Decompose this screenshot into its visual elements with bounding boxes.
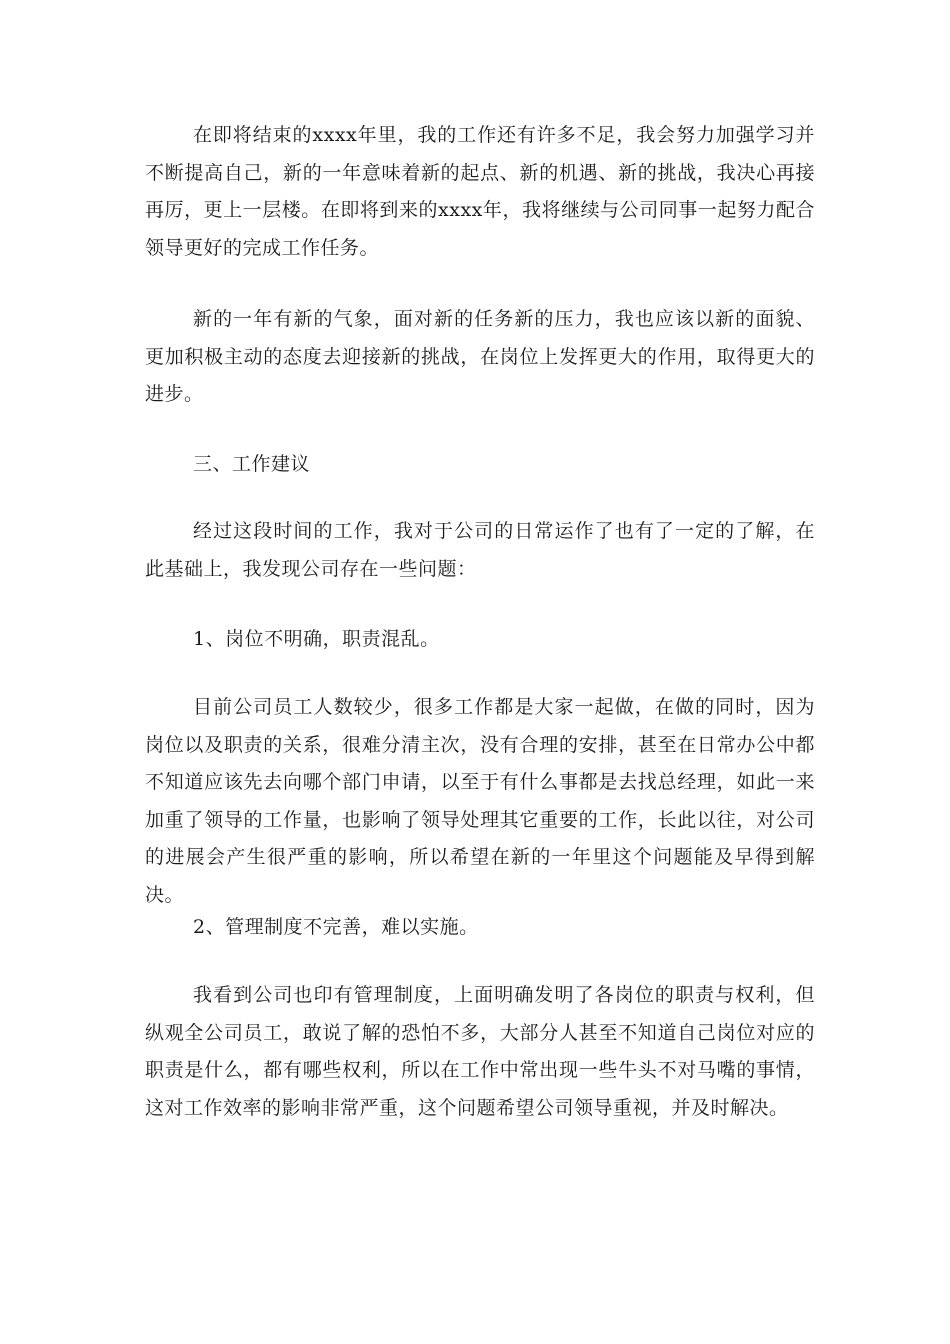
paragraph-new-year-outlook: 新的一年有新的气象，面对新的任务新的压力，我也应该以新的面貌、更加积极主动的态度去迎接新的挑战，在岗位上发挥更大的作用，取得更大的进步。: [145, 308, 815, 405]
paragraph-suggestions-intro: 经过这段时间的工作，我对于公司的日常运作了也有了一定的了解，在此基础上，我发现公司存在一些问题：: [145, 520, 815, 580]
section-heading-work-suggestions: 三、工作建议: [193, 453, 311, 475]
paragraph-issue-2-detail: 我看到公司也印有管理制度，上面明确发明了各岗位的职责与权利，但纵观全公司员工，敢说了解的恐怕不多，大部分人甚至不知道自己岗位对应的职责是什么，都有哪些权利，所以在工作中常出现一些牛头不对马嘴的事情，这对工作效率的影响非常严重，这个问题希望公司领导重视，并及时解决。: [145, 984, 815, 1119]
subheading-issue-1: 1、岗位不明确，职责混乱。: [193, 628, 440, 650]
paragraph-year-end-reflection: 在即将结束的xxxx年里，我的工作还有许多不足，我会努力加强学习并不断提高自己，新的一年意味着新的起点、新的机遇、新的挑战，我决心再接再厉，更上一层楼。在即将到来的xxxx年，我将继续与公司同事一起努力配合领导更好的完成工作任务。: [145, 124, 815, 259]
subheading-issue-2: 2、管理制度不完善，难以实施。: [193, 916, 479, 938]
paragraph-issue-1-detail: 目前公司员工人数较少，很多工作都是大家一起做，在做的同时，因为岗位以及职责的关系，很难分清主次，没有合理的安排，甚至在日常办公中都不知道应该先去向哪个部门申请，以至于有什么事都是去找总经理，如此一来加重了领导的工作量，也影响了领导处理其它重要的工作，长此以往，对公司的进展会产生很严重的影响，所以希望在新的一年里这个问题能及早得到解决。: [145, 696, 815, 906]
